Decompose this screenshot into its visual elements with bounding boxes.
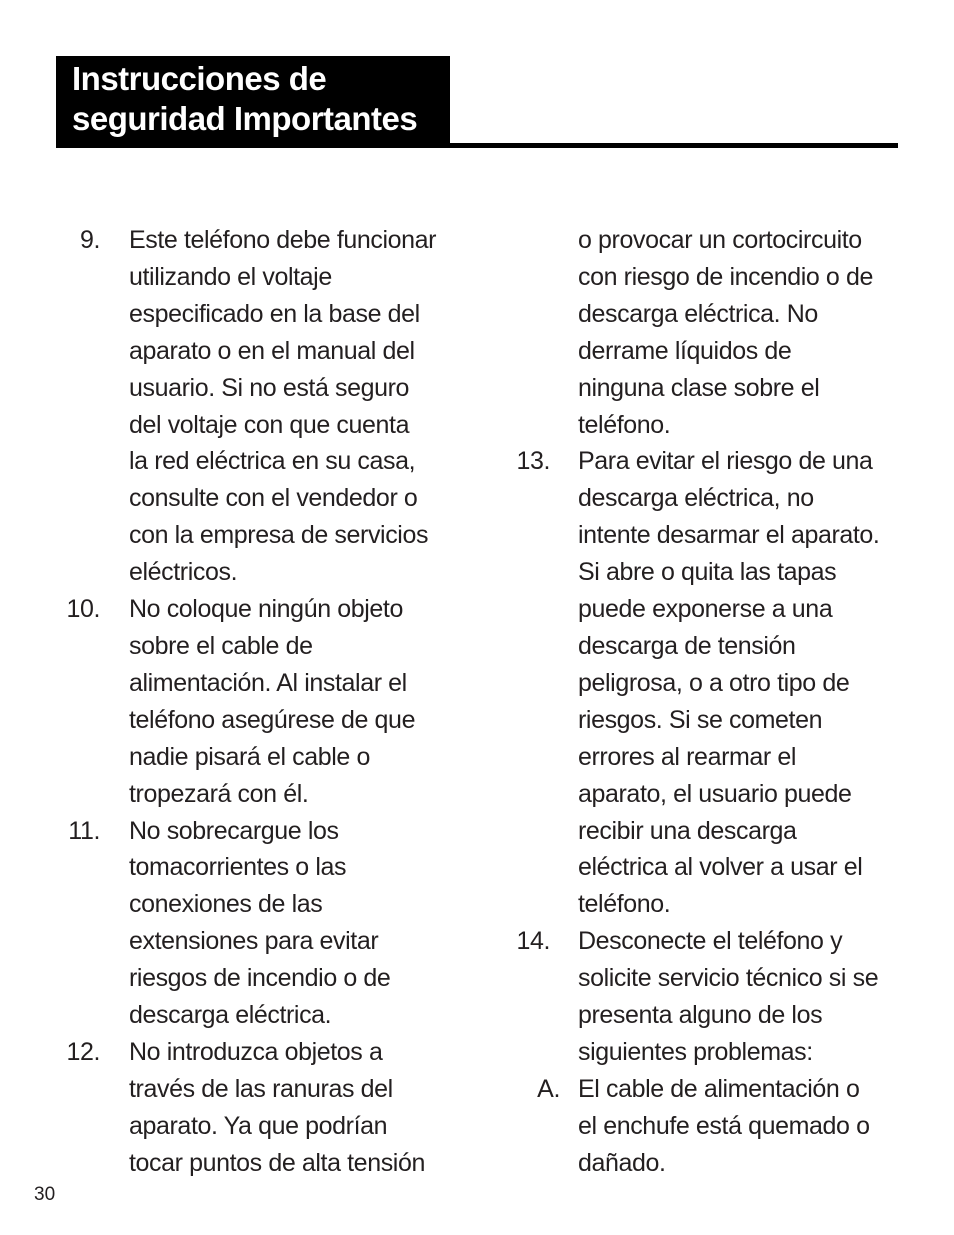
text-line: riesgos. Si se cometen bbox=[578, 705, 823, 734]
text-line: sobre el cable de bbox=[129, 631, 313, 660]
page-number: 30 bbox=[34, 1184, 56, 1205]
header-rule bbox=[56, 143, 898, 148]
text-line: descarga eléctrica. No bbox=[578, 299, 818, 328]
text-line: El cable de alimentación o bbox=[578, 1074, 860, 1103]
text-line: riesgos de incendio o de bbox=[129, 964, 391, 993]
text-line: o provocar un cortocircuito bbox=[578, 226, 862, 254]
text-line: eléctricos. bbox=[129, 558, 238, 587]
item-letter: A. bbox=[537, 1074, 560, 1103]
text-line: del voltaje con que cuenta bbox=[129, 410, 410, 439]
item-number: 13. bbox=[516, 447, 550, 476]
text-line: la red eléctrica en su casa, bbox=[129, 447, 416, 476]
text-line: utilizando el voltaje bbox=[129, 262, 332, 291]
text-line: alimentación. Al instalar el bbox=[129, 668, 407, 697]
list-item-9 bbox=[0, 222, 470, 591]
left-column bbox=[0, 222, 470, 1182]
text-line: tocar puntos de alta tensión bbox=[129, 1148, 425, 1177]
text-line: con la empresa de servicios bbox=[129, 521, 429, 550]
text-line: errores al rearmar el bbox=[578, 742, 797, 771]
text-line: tropezará con él. bbox=[129, 779, 309, 808]
list-item-12-continued bbox=[470, 222, 930, 443]
text-line: teléfono asegúrese de que bbox=[129, 705, 416, 734]
text-line: derrame líquidos de bbox=[578, 336, 792, 365]
text-line: descarga de tensión bbox=[578, 631, 796, 660]
text-line: peligrosa, o a otro tipo de bbox=[578, 668, 850, 697]
item-number: 14. bbox=[516, 927, 550, 956]
text-line: Si abre o quita las tapas bbox=[578, 558, 837, 587]
text-line: extensiones para evitar bbox=[129, 927, 379, 956]
text-line: con riesgo de incendio o de bbox=[578, 262, 873, 291]
text-line: aparato, el usuario puede bbox=[578, 779, 852, 808]
title-line-2: seguridad Importantes bbox=[72, 100, 418, 137]
text-line: intente desarmar el aparato. bbox=[578, 521, 880, 550]
text-line: siguientes problemas: bbox=[578, 1037, 813, 1066]
item-text bbox=[578, 443, 930, 923]
text-line: dañado. bbox=[578, 1148, 666, 1177]
sub-item-a bbox=[470, 1071, 930, 1182]
text-line: Este teléfono debe funcionar bbox=[129, 226, 437, 254]
text-line: nadie pisará el cable o bbox=[129, 742, 370, 771]
list-item-14 bbox=[470, 923, 930, 1071]
page-title bbox=[72, 59, 417, 139]
text-line: consulte con el vendedor o bbox=[129, 484, 418, 513]
text-line: conexiones de las bbox=[129, 890, 323, 919]
item-text bbox=[129, 591, 470, 812]
item-text bbox=[578, 222, 930, 443]
item-number: 12. bbox=[66, 1037, 100, 1066]
item-number: 9. bbox=[79, 226, 100, 254]
text-line: descarga eléctrica, no bbox=[578, 484, 814, 513]
text-line: teléfono. bbox=[578, 410, 671, 439]
text-line: descarga eléctrica. bbox=[129, 1001, 332, 1030]
text-line: ninguna clase sobre el bbox=[578, 373, 820, 402]
text-line: través de las ranuras del bbox=[129, 1074, 393, 1103]
text-line: el enchufe está quemado o bbox=[578, 1111, 870, 1140]
text-line: puede exponerse a una bbox=[578, 595, 833, 624]
text-line: usuario. Si no está seguro bbox=[129, 373, 410, 402]
item-text bbox=[578, 1071, 930, 1182]
text-line: teléfono. bbox=[578, 890, 671, 919]
text-line: No sobrecargue los bbox=[129, 816, 339, 845]
text-line: tomacorrientes o las bbox=[129, 853, 347, 882]
text-line: especificado en la base del bbox=[129, 299, 420, 328]
text-line: eléctrica al volver a usar el bbox=[578, 853, 863, 882]
list-item-11 bbox=[0, 813, 470, 1034]
list-item-13 bbox=[470, 443, 930, 923]
text-line: aparato o en el manual del bbox=[129, 336, 415, 365]
item-text bbox=[129, 1034, 470, 1182]
right-column bbox=[470, 222, 930, 1182]
text-line: aparato. Ya que podrían bbox=[129, 1111, 388, 1140]
item-text bbox=[129, 222, 470, 591]
item-number: 11. bbox=[68, 816, 100, 845]
title-line-1: Instrucciones de bbox=[72, 60, 327, 97]
item-text bbox=[129, 813, 470, 1034]
section-header bbox=[56, 56, 450, 148]
text-line: Para evitar el riesgo de una bbox=[578, 447, 873, 476]
list-item-12 bbox=[0, 1034, 470, 1182]
item-text bbox=[578, 923, 930, 1071]
text-line: No coloque ningún objeto bbox=[129, 595, 403, 624]
text-line: Desconecte el teléfono y bbox=[578, 927, 843, 956]
item-number: 10. bbox=[66, 595, 100, 624]
text-line: solicite servicio técnico si se bbox=[578, 964, 879, 993]
text-line: recibir una descarga bbox=[578, 816, 797, 845]
text-line: No introduzca objetos a bbox=[129, 1037, 383, 1066]
text-line: presenta alguno de los bbox=[578, 1001, 823, 1030]
list-item-10 bbox=[0, 591, 470, 812]
